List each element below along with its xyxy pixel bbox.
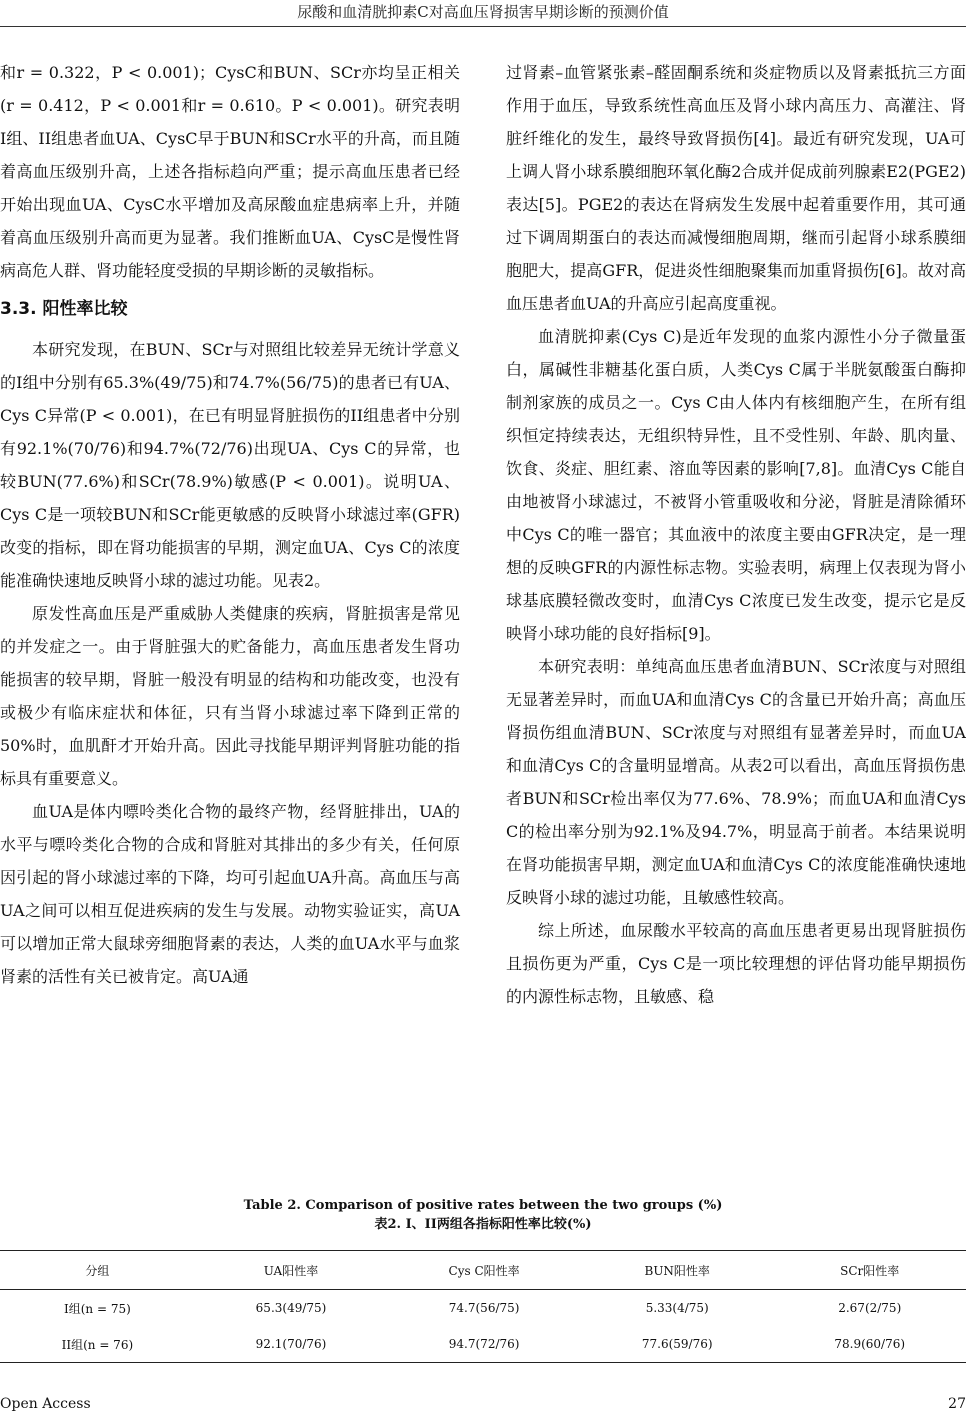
table-cell: 77.6(59/76) (641, 1337, 713, 1351)
footer-open-access: Open Access (0, 1396, 91, 1412)
table-cell: 94.7(72/76) (448, 1337, 520, 1351)
table-row (0, 1326, 966, 1363)
section-heading-3-3: 3.3. 阳性率比较 (0, 299, 128, 319)
table-caption (0, 1196, 966, 1234)
table-header-cell: 分组 (85, 1263, 110, 1278)
table-caption-chinese: 表2. I、II两组各指标阳性率比较(%) (374, 1217, 592, 1232)
table-header-cell: Cys C阳性率 (448, 1263, 520, 1278)
table-cell: 78.9(60/76) (834, 1337, 906, 1351)
table-cell: I组(n = 75) (63, 1301, 131, 1316)
right-paragraph-4: 综上所述，血尿酸水平较高的高血压患者更易出现肾脏损伤且损伤更为严重，Cys C是一项比较理想的评估肾功能早期损伤的内源性标志物，且敏感、稳 (506, 921, 966, 1006)
right-column (506, 56, 966, 1013)
page-number: 27 (948, 1396, 966, 1412)
left-paragraph-3: 原发性高血压是严重威胁人类健康的疾病，肾脏损害是常见的并发症之一。由于肾脏强大的贮备能力，高血压患者发生肾功能损害的较早期，肾脏一般没有明显的结构和功能改变，也没有或极少有临床症状和体征，只有当肾小球滤过率下降到正常的50%时，血肌酐才开始升高。因此寻找能早期评判肾脏功能的指标具有重要意义。 (0, 604, 460, 788)
table-2 (0, 1250, 966, 1363)
right-paragraph-1: 过肾素–血管紧张素–醛固酮系统和炎症物质以及肾素抵抗三方面作用于血压，导致系统性高血压及肾小球内高压力、高灌注、肾脏纤维化的发生，最终导致肾损伤[4]。最近有研究发现，UA可上调人肾小球系膜细胞环氧化酶2合成并促成前列腺素E2(PGE2)表达[5]。PGE2的表达在肾病发生发展中起着重要作用，其可通过下调周期蛋白的表达而减慢细胞周期，继而引起肾小球系膜细胞肥大，提高GFR，促进炎性细胞聚集而加重肾损伤[6]。故对高血压患者血UA的升高应引起高度重视。 (506, 63, 966, 313)
left-paragraph-1: 和r = 0.322，P < 0.001)；CysC和BUN、SCr亦均呈正相关(r = 0.412，P < 0.001和r = 0.610。P < 0.001)。研究表明I组、II组患者血UA、CysC早于BUN和SCr水平的升高，而且随着高血压级别升高，上述各指标趋向严重；提示高血压患者已经开始出现血UA、CysC水平增加及高尿酸血症患病率上升，并随着高血压级别升高而更为显著。我们推断血UA、CysC是慢性肾病高危人群、肾功能轻度受损的早期诊断的灵敏指标。 (0, 63, 460, 280)
table-cell: 65.3(49/75) (255, 1301, 327, 1315)
table-header-row (0, 1251, 966, 1290)
table-cell: 5.33(4/75) (645, 1301, 709, 1315)
table-cell: 74.7(56/75) (448, 1301, 520, 1315)
table-cell: 92.1(70/76) (255, 1337, 327, 1351)
table-cell: II组(n = 76) (61, 1337, 134, 1352)
running-header-title: 尿酸和血清胱抑素C对高血压肾损害早期诊断的预测价值 (297, 3, 669, 21)
table-header-cell: BUN阳性率 (644, 1263, 710, 1278)
table-cell: 2.67(2/75) (838, 1301, 902, 1315)
table-row (0, 1290, 966, 1327)
table-header-cell: UA阳性率 (263, 1263, 319, 1278)
left-column (0, 56, 460, 993)
right-paragraph-3: 本研究表明：单纯高血压患者血清BUN、SCr浓度与对照组无显著差异时，而血UA和血清Cys C的含量已开始升高；高血压肾损伤组血清BUN、SCr浓度与对照组有显著差异时，而血UA和血清Cys C的含量明显增高。从表2可以看出，高血压肾损伤患者BUN和SCr检出率仅为77.6%、78.9%；而血UA和血清Cys C的检出率分别为92.1%及94.7%，明显高于前者。本结果说明在肾功能损害早期，测定血UA和血清Cys C的浓度能准确快速地反映肾小球的滤过功能，且敏感性较高。 (506, 657, 966, 907)
table-caption-english: Table 2. Comparison of positive rates between the two groups (%) (243, 1198, 723, 1213)
left-paragraph-4: 血UA是体内嘌呤类化合物的最终产物，经肾脏排出，UA的水平与嘌呤类化合物的合成和肾脏对其排出的多少有关，任何原因引起的肾小球滤过率的下降，均可引起血UA升高。高血压与高UA之间可以相互促进疾病的发生与发展。动物实验证实，高UA可以增加正常大鼠球旁细胞肾素的表达，人类的血UA水平与血浆肾素的活性有关已被肯定。高UA通 (0, 802, 460, 986)
page-footer (0, 1392, 966, 1414)
left-paragraph-2: 本研究发现，在BUN、SCr与对照组比较差异无统计学意义的I组中分别有65.3%(49/75)和74.7%(56/75)的患者已有UA、Cys C异常(P < 0.001)，在已有明显肾脏损伤的II组患者中分别有92.1%(70/76)和94.7%(72/76)出现UA、Cys C的异常，也较BUN(77.6%)和SCr(78.9%)敏感(P < 0.001)。说明UA、Cys C是一项较BUN和SCr能更敏感的反映肾小球滤过率(GFR)改变的指标，即在肾功能损害的早期，测定血UA、Cys C的浓度能准确快速地反映肾小球的滤过功能。见表2。 (0, 340, 460, 590)
table-header-cell: SCr阳性率 (840, 1263, 900, 1278)
header-divider (0, 26, 966, 27)
right-paragraph-2: 血清胱抑素(Cys C)是近年发现的血浆内源性小分子微量蛋白，属碱性非糖基化蛋白质，人类Cys C属于半胱氨酸蛋白酶抑制剂家族的成员之一。Cys C由人体内有核细胞产生，在所有组织恒定持续表达，无组织特异性，且不受性别、年龄、肌肉量、饮食、炎症、胆红素、溶血等因素的影响[7,8]。血清Cys C能自由地被肾小球滤过，不被肾小管重吸收和分泌，肾脏是清除循环中Cys C的唯一器官；其血液中的浓度主要由GFR决定，是一理想的反映GFR的内源性标志物。实验表明，病理上仅表现为肾小球基底膜轻微改变时，血清Cys C浓度已发生改变，提示它是反映肾小球功能的良好指标[9]。 (506, 327, 966, 643)
